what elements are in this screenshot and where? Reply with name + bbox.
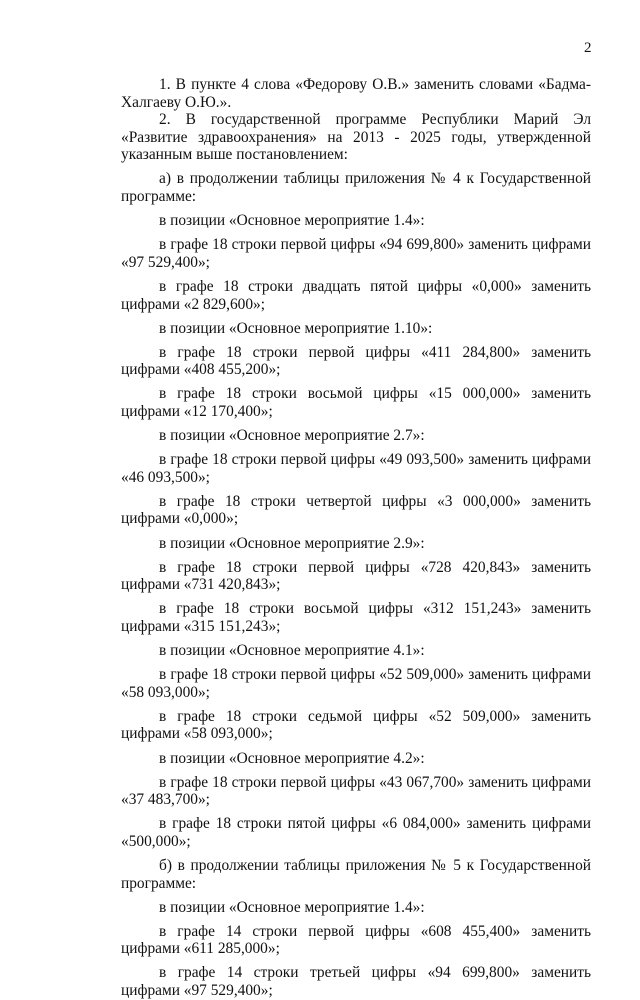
paragraph: в графе 18 строки первой цифры «43 067,700» заменить цифрами «37 483,700»; bbox=[121, 773, 591, 809]
paragraph: в позиции «Основное мероприятие 2.7»: bbox=[159, 427, 425, 445]
paragraph: в графе 18 строки четвертой цифры «3 000,000» заменить цифрами «0,000»; bbox=[121, 492, 591, 528]
paragraph: в графе 18 строки первой цифры «728 420,843» заменить цифрами «731 420,843»; bbox=[121, 558, 591, 594]
paragraph: в графе 18 строки первой цифры «411 284,800» заменить цифрами «408 455,200»; bbox=[121, 343, 591, 379]
paragraph: в графе 18 строки восьмой цифры «312 151,243» заменить цифрами «315 151,243»; bbox=[121, 600, 591, 635]
paragraph: в графе 18 строки восьмой цифры «15 000,000» заменить цифрами «12 170,400»; bbox=[121, 385, 591, 420]
paragraph: в графе 18 строки двадцать пятой цифры «0,000» заменить цифрами «2 829,600»; bbox=[121, 277, 591, 313]
paragraph: в позиции «Основное мероприятие 1.10»: bbox=[159, 319, 433, 337]
paragraph: в позиции «Основное мероприятие 1.4»: bbox=[159, 898, 425, 916]
paragraph: в позиции «Основное мероприятие 2.9»: bbox=[159, 534, 425, 552]
paragraph: в графе 18 строки седьмой цифры «52 509,000» заменить цифрами «58 093,000»; bbox=[121, 707, 591, 743]
paragraph: в позиции «Основное мероприятие 1.4»: bbox=[159, 212, 425, 230]
document-body bbox=[121, 76, 591, 1000]
paragraph: в графе 14 строки третьей цифры «94 699,800» заменить цифрами «97 529,400»; bbox=[121, 964, 591, 1000]
paragraph: в позиции «Основное мероприятие 4.1»: bbox=[159, 642, 425, 660]
paragraph: 2. В государственной программе Республики Марий Эл «Развитие здравоохранения» на 2013 - 2025 годы, утвержденной указанным выше постановлением: bbox=[121, 111, 591, 164]
paragraph: 1. В пункте 4 слова «Федорову О.В.» заменить словами «Бадма-Халгаеву О.Ю.». bbox=[121, 76, 591, 111]
paragraph: в графе 18 строки первой цифры «94 699,800» заменить цифрами «97 529,400»; bbox=[121, 236, 591, 271]
paragraph: а) в продолжении таблицы приложения № 4 к Государственной программе: bbox=[121, 170, 591, 206]
paragraph: в графе 14 строки первой цифры «608 455,400» заменить цифрами «611 285,000»; bbox=[121, 922, 591, 958]
paragraph: в позиции «Основное мероприятие 4.2»: bbox=[159, 749, 425, 767]
paragraph: в графе 18 строки первой цифры «52 509,000» заменить цифрами «58 093,000»; bbox=[121, 666, 591, 701]
paragraph: в графе 18 строки первой цифры «49 093,500» заменить цифрами «46 093,500»; bbox=[121, 451, 591, 486]
paragraph: б) в продолжении таблицы приложения № 5 к Государственной программе: bbox=[121, 856, 591, 892]
page-number: 2 bbox=[584, 40, 592, 56]
paragraph: в графе 18 строки пятой цифры «6 084,000» заменить цифрами «500,000»; bbox=[121, 815, 591, 850]
